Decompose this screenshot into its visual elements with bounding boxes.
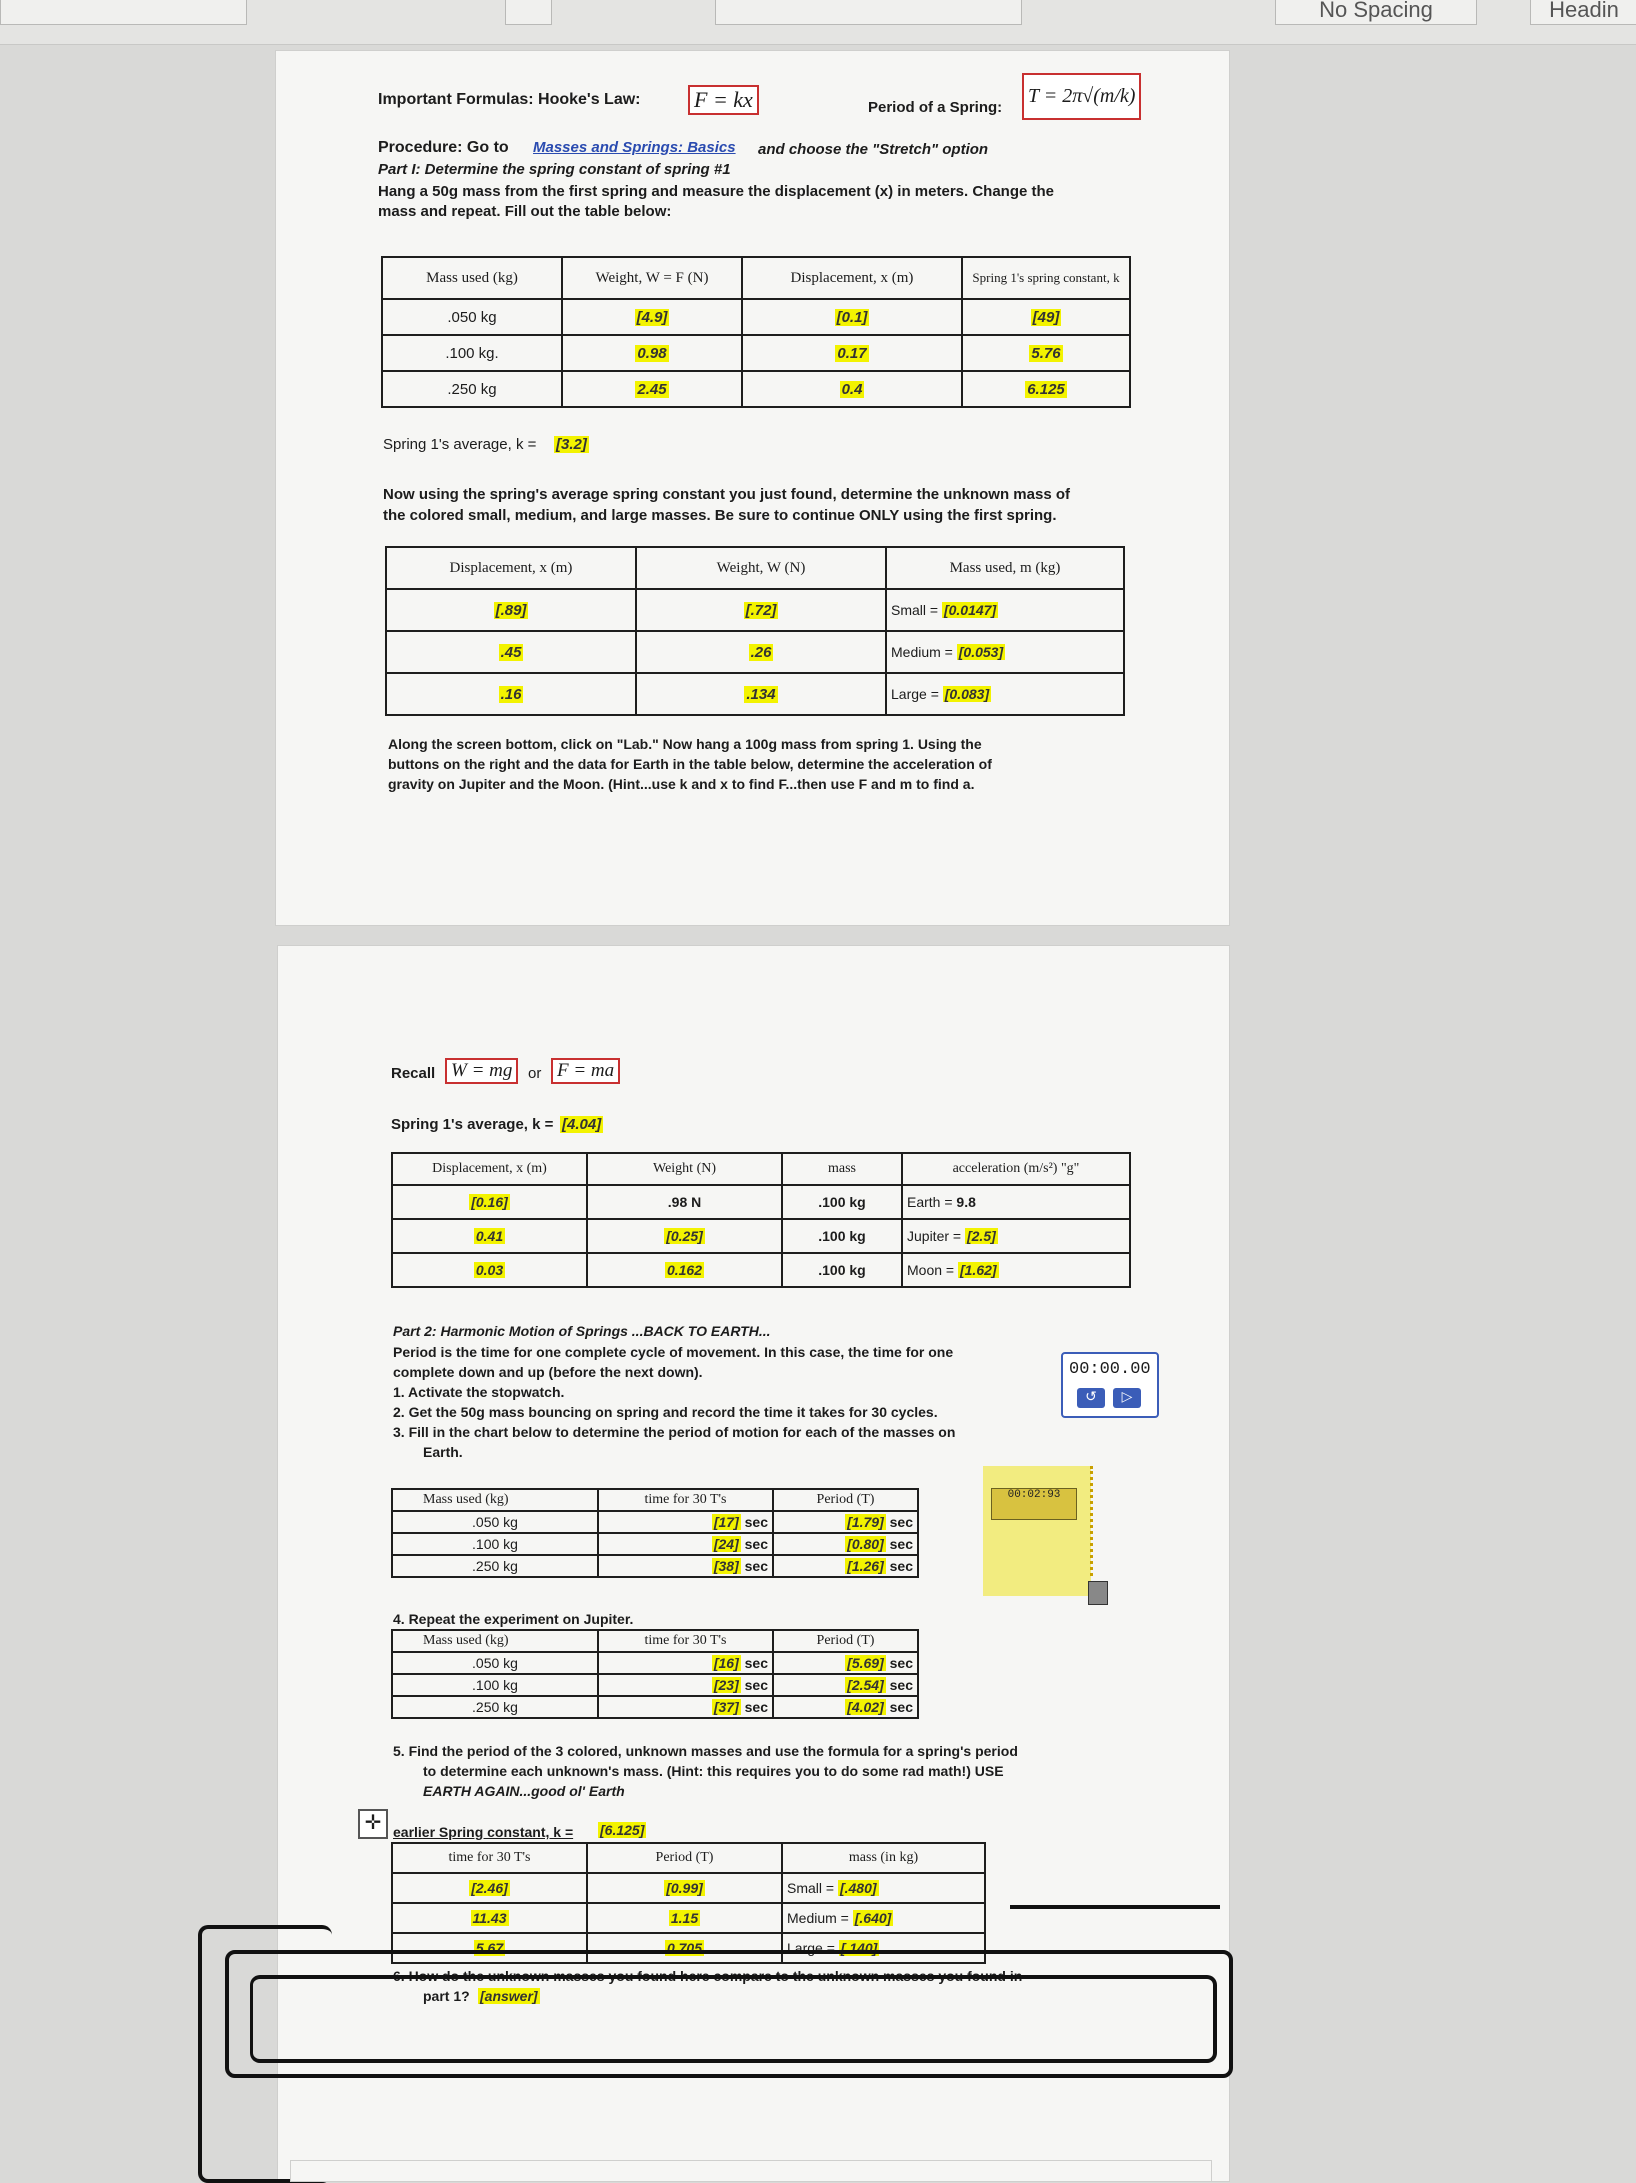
- table-cell: .250 kg: [392, 1696, 598, 1718]
- answer-field[interactable]: 0.4: [841, 380, 863, 398]
- jupiter-period-table: [391, 1629, 919, 1719]
- answer-field[interactable]: 0.705: [666, 1940, 703, 1956]
- table-header: Period (T): [773, 1489, 918, 1511]
- answer-field[interactable]: [2.54]: [847, 1677, 884, 1693]
- worksheet-page-1: [275, 50, 1230, 926]
- step-5b: to determine each unknown's mass. (Hint: this requires you to do some rad math!) USE: [423, 1763, 1004, 1779]
- toolbar-button-left[interactable]: [0, 0, 247, 25]
- move-handle-icon[interactable]: ✛: [358, 1809, 388, 1839]
- masses-springs-link[interactable]: Masses and Springs: Basics: [533, 139, 736, 156]
- table-header: mass (in kg): [782, 1843, 985, 1873]
- procedure-suffix: and choose the "Stretch" option: [758, 141, 989, 158]
- table-cell: .250 kg: [392, 1555, 598, 1577]
- period-label: Period of a Spring:: [868, 99, 1003, 116]
- answer-field[interactable]: [1.79]: [847, 1514, 884, 1530]
- table-cell: .100 kg: [392, 1674, 598, 1696]
- answer-field[interactable]: [0.99]: [666, 1880, 703, 1896]
- formulas-label: Important Formulas: Hooke's Law:: [378, 91, 641, 108]
- period-definition-1: Period is the time for one complete cycle of movement. In this case, the time for one: [393, 1344, 954, 1360]
- table-cell: .050 kg: [392, 1652, 598, 1674]
- unit-label: sec: [889, 1655, 913, 1671]
- table-header: Period (T): [587, 1843, 782, 1873]
- spring-constant-table: [381, 256, 1131, 408]
- answer-field[interactable]: .16: [500, 685, 522, 703]
- table-cell: .250 kg: [382, 371, 562, 407]
- spring1-average-value[interactable]: [3.2]: [556, 436, 587, 453]
- answer-field[interactable]: .26: [750, 643, 772, 661]
- mass-label: Small =: [891, 602, 942, 618]
- table-cell: .100 kg: [782, 1219, 902, 1253]
- table-row: [386, 589, 1124, 631]
- heading-style-button[interactable]: Headin: [1530, 0, 1636, 25]
- answer-field[interactable]: 1.15: [670, 1910, 699, 1926]
- answer-field[interactable]: 0.98: [637, 344, 667, 362]
- answer-field[interactable]: [.480]: [839, 1880, 877, 1896]
- answer-field[interactable]: [1.62]: [959, 1262, 997, 1278]
- table-header: Spring 1's spring constant, k: [962, 257, 1130, 299]
- table-row: [392, 1873, 985, 1903]
- earlier-spring-constant-value[interactable]: [6.125]: [600, 1822, 645, 1838]
- table-cell: .100 kg: [782, 1185, 902, 1219]
- mass-label: Medium =: [787, 1910, 853, 1926]
- period-formula: T = 2π√(m/k): [1022, 73, 1141, 120]
- answer-field[interactable]: .134: [746, 685, 776, 703]
- procedure-prefix: Procedure: Go to: [378, 139, 509, 156]
- earlier-spring-constant-label: earlier Spring constant, k =: [393, 1824, 574, 1840]
- step-3a: 3. Fill in the chart below to determine the period of motion for each of the masses on: [393, 1424, 956, 1440]
- recall-label: Recall: [391, 1065, 436, 1082]
- unit-label: sec: [889, 1558, 913, 1574]
- answer-field[interactable]: [2.5]: [966, 1228, 996, 1244]
- weight-formula: W = mg: [445, 1058, 518, 1084]
- unit-label: sec: [744, 1536, 768, 1552]
- answer-field[interactable]: [1.26]: [847, 1558, 884, 1574]
- table-row: [392, 1903, 985, 1933]
- answer-field[interactable]: [0.16]: [471, 1194, 508, 1210]
- table-header: Mass used (kg): [392, 1630, 598, 1652]
- table-header: Weight, W = F (N): [562, 257, 742, 299]
- earth-period-table: [391, 1488, 919, 1578]
- answer-field[interactable]: [24]: [713, 1536, 739, 1552]
- unknown-period-mass-table: [391, 1842, 986, 1964]
- answer-field[interactable]: [0.1]: [836, 308, 868, 326]
- answer-field[interactable]: [49]: [1032, 308, 1060, 326]
- table-header: Mass used (kg): [392, 1489, 598, 1511]
- table-row: [386, 631, 1124, 673]
- table-row: [392, 1652, 918, 1674]
- answer-field[interactable]: 0.162: [666, 1262, 703, 1278]
- table-header: Displacement, x (m): [742, 257, 962, 299]
- unit-label: sec: [889, 1536, 913, 1552]
- answer-field[interactable]: [.72]: [745, 601, 777, 619]
- planet-label: Jupiter =: [907, 1228, 965, 1244]
- unit-label: sec: [744, 1514, 768, 1530]
- stopwatch-widget[interactable]: [1061, 1352, 1159, 1418]
- part1-instruction-1: Hang a 50g mass from the first spring and measure the displacement (x) in meters. Change the: [378, 183, 1055, 200]
- answer-field[interactable]: 11.43: [472, 1910, 507, 1926]
- table-row: [382, 299, 1130, 335]
- answer-field[interactable]: [.89]: [495, 601, 527, 619]
- answer-field[interactable]: [4.9]: [636, 308, 668, 326]
- mass-hanger-icon: [1088, 1581, 1108, 1605]
- period-definition-2: complete down and up (before the next down).: [393, 1364, 703, 1380]
- unknown-mass-instruction-2: the colored small, medium, and large masses. Be sure to continue ONLY using the first spring.: [383, 507, 1057, 524]
- spring1-average-value-2[interactable]: [4.04]: [562, 1116, 602, 1133]
- step-6a: 6. How do the unknown masses you found here compare to the unknown masses you found in: [393, 1968, 1023, 1984]
- table-header: Weight, W (N): [636, 547, 886, 589]
- toolbar-button-mid[interactable]: [505, 0, 552, 25]
- unit-label: sec: [744, 1558, 768, 1574]
- table-row: [382, 371, 1130, 407]
- table-row: [386, 673, 1124, 715]
- answer-field[interactable]: [0.80]: [847, 1536, 884, 1552]
- table-header: Mass used (kg): [382, 257, 562, 299]
- pen-scribble: [250, 1975, 1217, 2063]
- spring1-average-label-2: Spring 1's average, k =: [391, 1116, 554, 1133]
- worksheet-page-3: [290, 2160, 1212, 2182]
- unit-label: sec: [889, 1699, 913, 1715]
- answer-field[interactable]: [.640]: [854, 1910, 892, 1926]
- pen-scribble: [1010, 1905, 1220, 1909]
- answer-field[interactable]: [0.25]: [666, 1228, 703, 1244]
- unit-label: sec: [744, 1655, 768, 1671]
- table-cell: .100 kg: [392, 1533, 598, 1555]
- unknown-mass-instruction-1: Now using the spring's average spring constant you just found, determine the unknown mass of: [383, 486, 1070, 503]
- table-header: Period (T): [773, 1630, 918, 1652]
- answer-field[interactable]: [17]: [713, 1514, 739, 1530]
- answer-field[interactable]: [37]: [713, 1699, 739, 1715]
- answer-field[interactable]: 2.45: [637, 380, 667, 398]
- answer-field[interactable]: [.140]: [840, 1940, 878, 1956]
- table-header: time for 30 T's: [392, 1843, 587, 1873]
- table-header: Displacement, x (m): [386, 547, 636, 589]
- answer-field[interactable]: [5.69]: [847, 1655, 884, 1671]
- mass-label: Large =: [891, 686, 943, 702]
- step-1: 1. Activate the stopwatch.: [393, 1384, 565, 1400]
- reset-icon[interactable]: ↺: [1077, 1388, 1105, 1408]
- force-formula: F = ma: [551, 1058, 620, 1084]
- step-6b: part 1?: [423, 1988, 470, 2004]
- step-2: 2. Get the 50g mass bouncing on spring and record the time it takes for 30 cycles.: [393, 1404, 938, 1420]
- answer-field[interactable]: .45: [500, 643, 522, 661]
- table-row: [392, 1674, 918, 1696]
- table-row: [392, 1219, 1130, 1253]
- unit-label: sec: [744, 1699, 768, 1715]
- stopwatch-time: 00:00.00: [1069, 1360, 1151, 1379]
- answer-field[interactable]: 0.41: [475, 1228, 504, 1244]
- spring1-average-label: Spring 1's average, k =: [383, 436, 537, 453]
- answer-field[interactable]: 6.125: [1027, 380, 1065, 398]
- step-3b: Earth.: [423, 1444, 463, 1460]
- part1-instruction-2: mass and repeat. Fill out the table below:: [378, 203, 672, 220]
- answer-field[interactable]: [4.02]: [847, 1699, 884, 1715]
- play-icon[interactable]: ▷: [1113, 1388, 1141, 1408]
- table-cell: .100 kg: [782, 1253, 902, 1287]
- step-5c: EARTH AGAIN...good ol' Earth: [423, 1783, 625, 1799]
- step-5a: 5. Find the period of the 3 colored, unknown masses and use the formula for a spring's period: [393, 1743, 1018, 1759]
- mass-label: Small =: [787, 1880, 838, 1896]
- table-cell: .98 N: [587, 1185, 782, 1219]
- table-row: [392, 1185, 1130, 1219]
- table-row: [382, 335, 1130, 371]
- planet-label: Earth =: [907, 1194, 957, 1210]
- part2-title: Part 2: Harmonic Motion of Springs ...BACK TO EARTH...: [393, 1323, 771, 1339]
- part1-title: Part I: Determine the spring constant of spring #1: [378, 161, 731, 178]
- table-row: [392, 1253, 1130, 1287]
- table-header: time for 30 T's: [598, 1489, 773, 1511]
- lab-timer-readout: 00:02:93: [1007, 1489, 1061, 1501]
- table-header: mass: [782, 1153, 902, 1185]
- mass-label: Medium =: [891, 644, 957, 660]
- unknown-mass-table: [385, 546, 1125, 716]
- table-header: Displacement, x (m): [392, 1153, 587, 1185]
- table-row: [392, 1511, 918, 1533]
- answer-field[interactable]: [0.083]: [944, 686, 990, 702]
- table-cell: .100 kg.: [382, 335, 562, 371]
- hooke-formula: F = kx: [688, 85, 759, 115]
- table-row: [392, 1533, 918, 1555]
- table-row: [392, 1555, 918, 1577]
- unit-label: sec: [744, 1677, 768, 1693]
- earth-gravity: 9.8: [956, 1194, 976, 1210]
- planet-label: Moon =: [907, 1262, 958, 1278]
- answer-field[interactable]: [0.0147]: [943, 602, 997, 618]
- lab-instruction-3: gravity on Jupiter and the Moon. (Hint...use k and x to find F...then use F and m to find a.: [388, 776, 975, 792]
- mass-label: Large =: [787, 1940, 839, 1956]
- answer-field[interactable]: 5.76: [1031, 344, 1061, 362]
- spring-icon: [1090, 1466, 1113, 1576]
- answer-field[interactable]: [answer]: [480, 1988, 538, 2004]
- unit-label: sec: [889, 1514, 913, 1530]
- table-row: [392, 1696, 918, 1718]
- no-spacing-style-button[interactable]: No Spacing: [1275, 0, 1477, 25]
- gravity-table: [391, 1152, 1131, 1288]
- lab-timer-widget[interactable]: [983, 1466, 1091, 1596]
- recall-or: or: [528, 1065, 542, 1082]
- answer-field[interactable]: 0.03: [475, 1262, 504, 1278]
- answer-field[interactable]: [2.46]: [471, 1880, 508, 1896]
- unit-label: sec: [889, 1677, 913, 1693]
- table-header: acceleration (m/s²) "g": [902, 1153, 1130, 1185]
- lab-instruction-1: Along the screen bottom, click on "Lab." Now hang a 100g mass from spring 1. Using the: [388, 736, 982, 752]
- answer-field[interactable]: [16]: [713, 1655, 739, 1671]
- lab-instruction-2: buttons on the right and the data for Earth in the table below, determine the acceleration of: [388, 756, 992, 772]
- table-header: Mass used, m (kg): [886, 547, 1124, 589]
- answer-field[interactable]: [0.053]: [958, 644, 1004, 660]
- table-header: time for 30 T's: [598, 1630, 773, 1652]
- table-cell: .050 kg: [392, 1511, 598, 1533]
- answer-field[interactable]: 5.67: [475, 1940, 504, 1956]
- answer-field[interactable]: [38]: [713, 1558, 739, 1574]
- step-4: 4. Repeat the experiment on Jupiter.: [393, 1611, 634, 1627]
- answer-field[interactable]: [23]: [713, 1677, 739, 1693]
- table-header: Weight (N): [587, 1153, 782, 1185]
- toolbar-button-center[interactable]: [715, 0, 1022, 25]
- table-cell: .050 kg: [382, 299, 562, 335]
- answer-field[interactable]: 0.17: [837, 344, 867, 362]
